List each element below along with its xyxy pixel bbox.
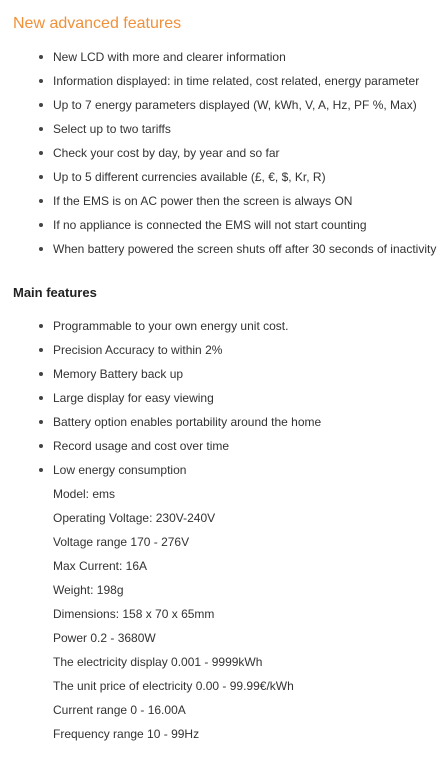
- list-item: Low energy consumption: [13, 463, 447, 487]
- bullet-icon: [39, 247, 43, 251]
- bullet-icon: [39, 444, 43, 448]
- list-item: Up to 5 different currencies available (£, €, $, Kr, R): [13, 170, 447, 194]
- list-item: Check your cost by day, by year and so far: [13, 146, 447, 170]
- spec-voltage-range: Voltage range 170 - 276V: [53, 535, 190, 549]
- spec-electricity-display: The electricity display 0.001 - 9999kWh: [53, 655, 263, 669]
- list-item: If the EMS is on AC power then the screen is always ON: [13, 194, 447, 218]
- bullet-icon: [39, 468, 43, 472]
- list-item: Information displayed: in time related, cost related, energy parameter: [13, 74, 447, 98]
- bullet-icon: [39, 79, 43, 83]
- bullet-icon: [39, 127, 43, 131]
- bullet-icon: [39, 372, 43, 376]
- list-item: Up to 7 energy parameters displayed (W, kWh, V, A, Hz, PF %, Max): [13, 98, 447, 122]
- bullet-icon: [39, 348, 43, 352]
- spec-frequency-range: Frequency range 10 - 99Hz: [53, 727, 200, 741]
- main-features-list: [13, 319, 447, 487]
- spec-weight: Weight: 198g: [53, 583, 124, 597]
- list-item: Large display for easy viewing: [13, 391, 447, 415]
- list-item: New LCD with more and clearer information: [13, 50, 447, 74]
- bullet-icon: [39, 175, 43, 179]
- bullet-icon: [39, 55, 43, 59]
- bullet-icon: [39, 151, 43, 155]
- list-item: Memory Battery back up: [13, 367, 447, 391]
- list-item: If no appliance is connected the EMS will not start counting: [13, 218, 447, 242]
- list-item: Battery option enables portability around the home: [13, 415, 447, 439]
- specifications-list: [13, 487, 447, 751]
- product-features-page: [0, 15, 447, 751]
- list-item: Precision Accuracy to within 2%: [13, 343, 447, 367]
- spec-max-current: Max Current: 16A: [53, 559, 148, 573]
- spec-operating-voltage: Operating Voltage: 230V-240V: [53, 511, 216, 525]
- spec-power: Power 0.2 - 3680W: [53, 631, 156, 645]
- list-item: Select up to two tariffs: [13, 122, 447, 146]
- spec-current-range: Current range 0 - 16.00A: [53, 703, 186, 717]
- advanced-features-heading: New advanced features: [13, 15, 182, 32]
- bullet-icon: [39, 324, 43, 328]
- bullet-icon: [39, 396, 43, 400]
- list-item: Programmable to your own energy unit cost.: [13, 319, 447, 343]
- spec-model: Model: ems: [53, 487, 116, 501]
- advanced-features-list: [13, 50, 447, 266]
- main-features-heading: Main features: [13, 285, 97, 300]
- bullet-icon: [39, 420, 43, 424]
- spec-unit-price: The unit price of electricity 0.00 - 99.99€/kWh: [53, 679, 294, 693]
- list-item: Record usage and cost over time: [13, 439, 447, 463]
- list-item: When battery powered the screen shuts off after 30 seconds of inactivity: [13, 242, 447, 266]
- spec-dimensions: Dimensions: 158 x 70 x 65mm: [53, 607, 215, 621]
- bullet-icon: [39, 199, 43, 203]
- bullet-icon: [39, 223, 43, 227]
- bullet-icon: [39, 103, 43, 107]
